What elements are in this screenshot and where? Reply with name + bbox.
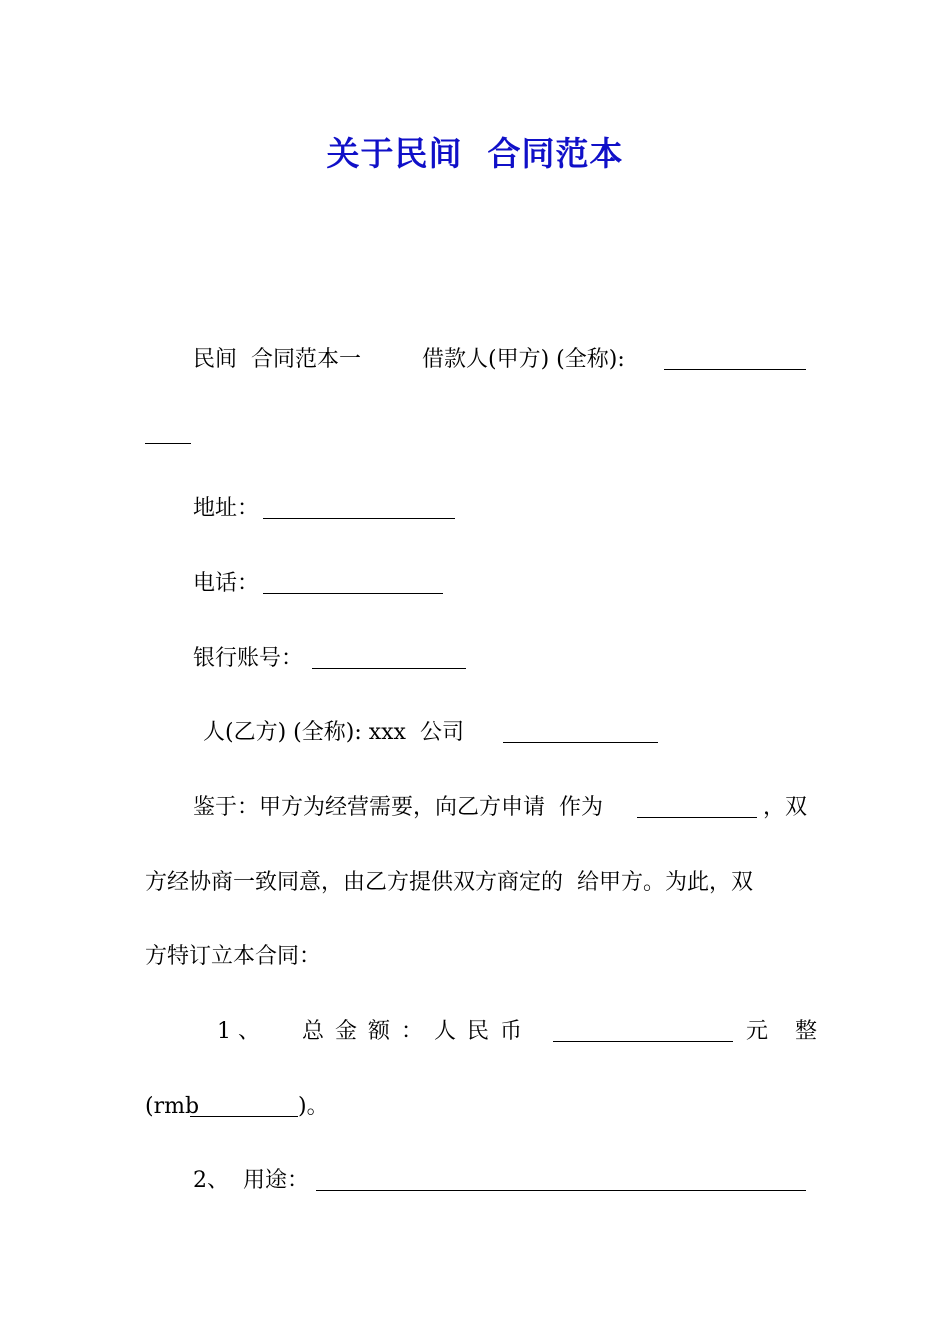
lender-blank xyxy=(503,720,658,743)
purpose-blank xyxy=(637,795,757,818)
bank-account-blank xyxy=(312,646,466,669)
item1-number: 1 、 xyxy=(217,1019,260,1044)
whereas-line-1-end: ，双 xyxy=(763,795,808,820)
contract-label: 民间 合同范本一 xyxy=(193,347,361,372)
item2-label: 用途： xyxy=(243,1168,310,1193)
usage-blank xyxy=(316,1168,806,1191)
borrower-label: 借款人(甲方) (全称): xyxy=(422,347,625,372)
document-title: 关于民间 合同范本 xyxy=(326,134,624,173)
rmb-close: )。 xyxy=(298,1094,329,1119)
item1-label: 总 金 额 ： 人 民 币 xyxy=(302,1019,524,1044)
borrower-name-blank xyxy=(664,347,806,370)
borrower-name-blank-cont xyxy=(145,421,191,444)
whereas-line-2: 方经协商一致同意，由乙方提供双方商定的 给甲方。为此，双 xyxy=(145,870,753,895)
whereas-line-3: 方特订立本合同： xyxy=(145,944,322,969)
rmb-open: (rmb xyxy=(145,1094,200,1119)
phone-label: 电话： xyxy=(193,571,260,596)
phone-blank xyxy=(263,571,443,594)
address-blank xyxy=(263,496,455,519)
rmb-blank xyxy=(190,1094,298,1117)
amount-blank xyxy=(553,1019,733,1042)
item1-unit: 元 整 xyxy=(746,1019,827,1044)
lender-label: 人(乙方) (全称): xxx 公司 xyxy=(203,720,464,745)
bank-account-label: 银行账号： xyxy=(193,646,304,671)
whereas-line-1: 鉴于：甲方为经营需要，向乙方申请 作为 xyxy=(193,795,603,820)
address-label: 地址： xyxy=(193,496,260,521)
item2-number: 2、 xyxy=(193,1168,229,1193)
